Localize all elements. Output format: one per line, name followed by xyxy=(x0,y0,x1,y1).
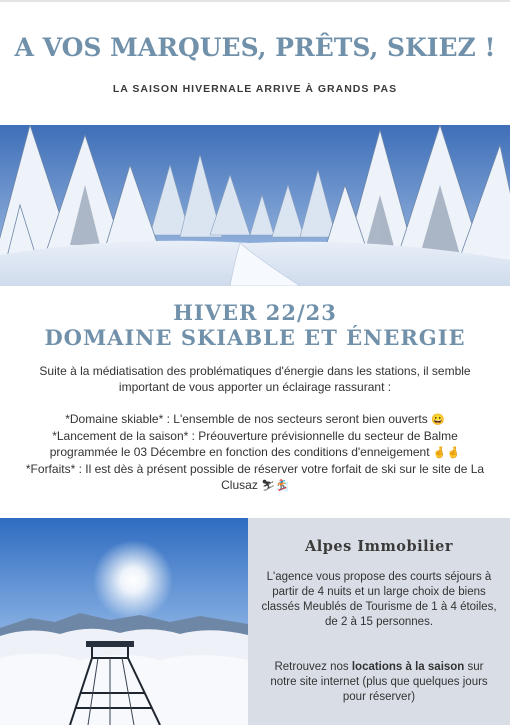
bullet-text: *Forfaits* : Il est dès à présent possible de réserver votre forfait de ski sur le site de La Clusaz xyxy=(25,462,485,492)
agency-title: Alpes Immobilier xyxy=(304,538,453,555)
page-title: A VOS MARQUES, PRÊTS, SKIEZ ! xyxy=(14,33,496,62)
mountain-viewpoint-image xyxy=(0,518,248,725)
bullet-text: *Lancement de la saison* : Préouverture prévisionnelle du secteur de Balme programmée le 03 Décembre en fonction des conditions d'enneigement xyxy=(49,429,458,459)
list-item xyxy=(20,428,490,461)
smile-icon: 😀 xyxy=(431,414,445,426)
agency-cta xyxy=(260,660,498,705)
cta-prefix: Retrouvez nos xyxy=(274,661,352,673)
crossed-fingers-icon: 🤞🤞 xyxy=(432,447,461,459)
list-item xyxy=(20,461,490,494)
agency-description: L'agence vous propose des courts séjours à partir de 4 nuits et un large choix de biens classés Meublés de Tourisme de 1 à 4 étoiles, de 2 à 15 personnes. xyxy=(261,571,497,628)
page-subtitle: LA SAISON HIVERNALE ARRIVE À GRANDS PAS xyxy=(112,83,398,95)
bullet-text: *Domaine skiable* : L'ensemble de nos secteurs seront bien ouverts xyxy=(65,412,428,426)
section-heading-line2: DOMAINE SKIABLE ET ÉNERGIE xyxy=(44,325,466,350)
bullet-list xyxy=(20,411,490,494)
section-heading-line1: HIVER 22/23 xyxy=(173,300,337,325)
snowy-forest-image xyxy=(0,125,510,286)
agency-info-panel xyxy=(248,518,510,725)
list-item xyxy=(20,411,490,428)
cta-suffix: sur notre site internet (plus que quelques jours pour réserver) xyxy=(270,661,488,703)
skier-snowboarder-icon: ⛷🏂 xyxy=(261,480,289,492)
top-divider xyxy=(0,0,510,2)
intro-paragraph: Suite à la médiatisation des problématiques d'énergie dans les stations, il semble important de vous apporter un éclairage rassurant : xyxy=(39,364,471,394)
seasonal-rentals-link[interactable]: locations à la saison xyxy=(351,661,465,673)
